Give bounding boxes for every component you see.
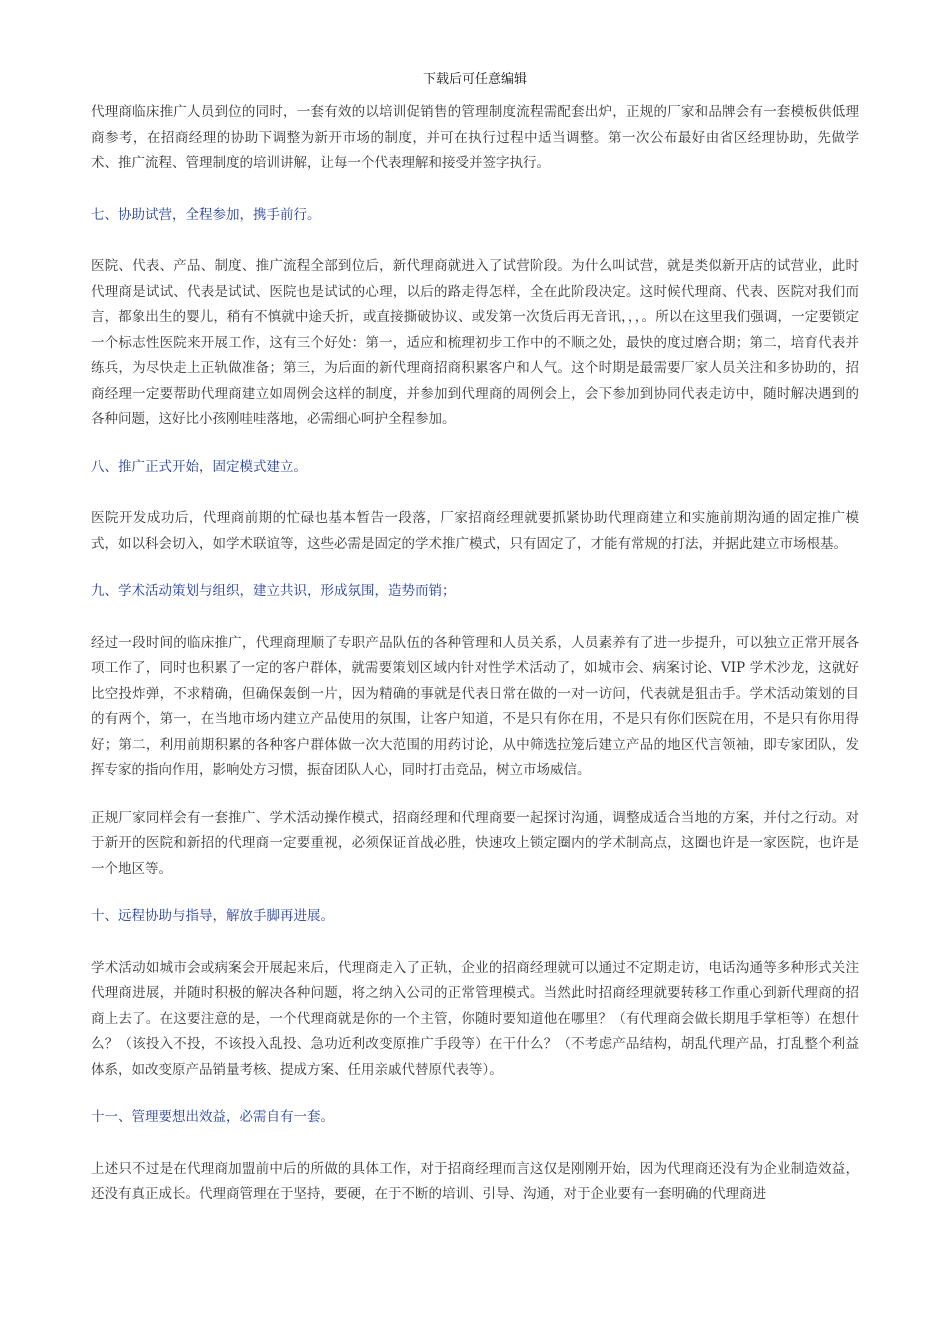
section-heading: 九、学术活动策划与组织，建立共识，形成氛围，造势而销；: [91, 583, 456, 599]
paragraph: 上述只不过是在代理商加盟前中后的所做的具体工作，对于招商经理而言这仅是刚刚开始，因为代理商还没有为企业制造效益，还没有真正成长。代理商管理在于坚持，要硬，在于不断的培训、引导、沟通，对于企业要有一套明确的代理商进: [91, 1160, 859, 1202]
section-heading: 十、远程协助与指导，解放手脚再进展。: [91, 908, 334, 924]
paragraph: 医院、代表、产品、制度、推广流程全部到位后，新代理商就进入了试营阶段。为什么叫试营，就是类似新开店的试营业，此时代理商是试试、代表是试试、医院也是试试的心理，以后的路走得怎样，全在此阶段决定。这时候代理商、代表、医院对我们而言，都象出生的婴儿，稍有不慎就中途夭折，或直接撕破协议、或发第一次货后再无音讯，，，。所以在这里我们强调，一定要锁定一个标志性医院来开展工作，这有三个好处：第一，适应和梳理初步工作中的不顺之处，最快的度过磨合期；第二，培育代表并练兵，为尽快走上正轨做准备；第三，为后面的新代理商招商积累客户和人气。这个时期是最需要厂家人员关注和多协助的，招商经理一定要帮助代理商建立如周例会这样的制度，并参加到代理商的周例会上，会下参加到协同代表走访中，随时解决遇到的各种问题，这好比小孩刚哇哇落地，必需细心呵护全程参加。: [91, 258, 859, 427]
paragraph: 代理商临床推广人员到位的同时，一套有效的以培训促销售的管理制度流程需配套出炉，正规的厂家和品牌会有一套模板供低理商参考，在招商经理的协助下调整为新开市场的制度，并可在执行过程中适当调整。第一次公布最好由省区经理协助，先做学术、推广流程、管理制度的培训讲解，让每一个代表理解和接受并签字执行。: [91, 104, 859, 171]
paragraph: 正规厂家同样会有一套推广、学术活动操作模式，招商经理和代理商要一起探讨沟通，调整成适合当地的方案，并付之行动。对于新开的医院和新招的代理商一定要重视，必须保证首战必胜，快速攻上锁定圈内的学术制高点，这圈也许是一家医院，也许是一个地区等。: [91, 809, 859, 877]
paragraph: 学术活动如城市会或病案会开展起来后，代理商走入了正轨，企业的招商经理就可以通过不定期走访，电话沟通等多种形式关注代理商进展，并随时积极的解决各种问题，将之纳入公司的正常管理模式。当然此时招商经理就要转移工作重心到新代理商的招商上去了。在这要注意的是，一个代理商就是你的一个主管，你随时要知道他在哪里？（有代理商会做长期甩手掌柜等）在想什么？（该投入不投，不该投入乱投、急功近利改变原推广手段等）在干什么？（不考虑产品结构，胡乱代理产品，打乱整个利益体系，如改变原产品销量考核、提成方案、任用亲戚代替原代表等）。: [91, 959, 859, 1078]
section-heading: 八、推广正式开始，固定模式建立。: [91, 458, 307, 475]
document-body: [91, 100, 859, 1208]
paragraph: 医院开发成功后，代理商前期的忙碌也基本暂告一段落，厂家招商经理就要抓紧协助代理商建立和实施前期沟通的固定推广模式，如以科会切入，如学术联谊等，这些必需是固定的学术推广模式，只有固定了，才能有常规的打法，并据此建立市场根基。: [91, 510, 859, 552]
paragraph: 经过一段时间的临床推广，代理商理顺了专职产品队伍的各种管理和人员关系，人员素养有了进一步提升，可以独立正常开展各项工作了，同时也积累了一定的客户群体，就需要策划区域内针对性学术活动了，如城市会、病案讨论、VIP 学术沙龙，这就好比空投炸弹，不求精确，但确保轰倒一片，因为精确的事就是代表日常在做的一对一访问，代表就是狙击手。学术活动策划的目的有两个，第一，在当地市场内建立产品使用的氛围，让客户知道，不是只有你在用，不是只有你们医院在用，不是只有你用得好；第二，利用前期积累的各种客户群体做一次大范围的用药讨论，从中筛选拉笼后建立产品的地区代言领袖，即专家团队，发挥专家的指向作用，影响处方习惯，振奋团队人心，同时打击竞品，树立市场威信。: [91, 634, 859, 778]
page-header: 下载后可任意编辑: [422, 72, 527, 87]
section-heading: 十一、管理要想出效益，必需自有一套。: [91, 1109, 334, 1125]
section-heading: 七、协助试营，全程参加，携手前行。: [91, 206, 321, 223]
